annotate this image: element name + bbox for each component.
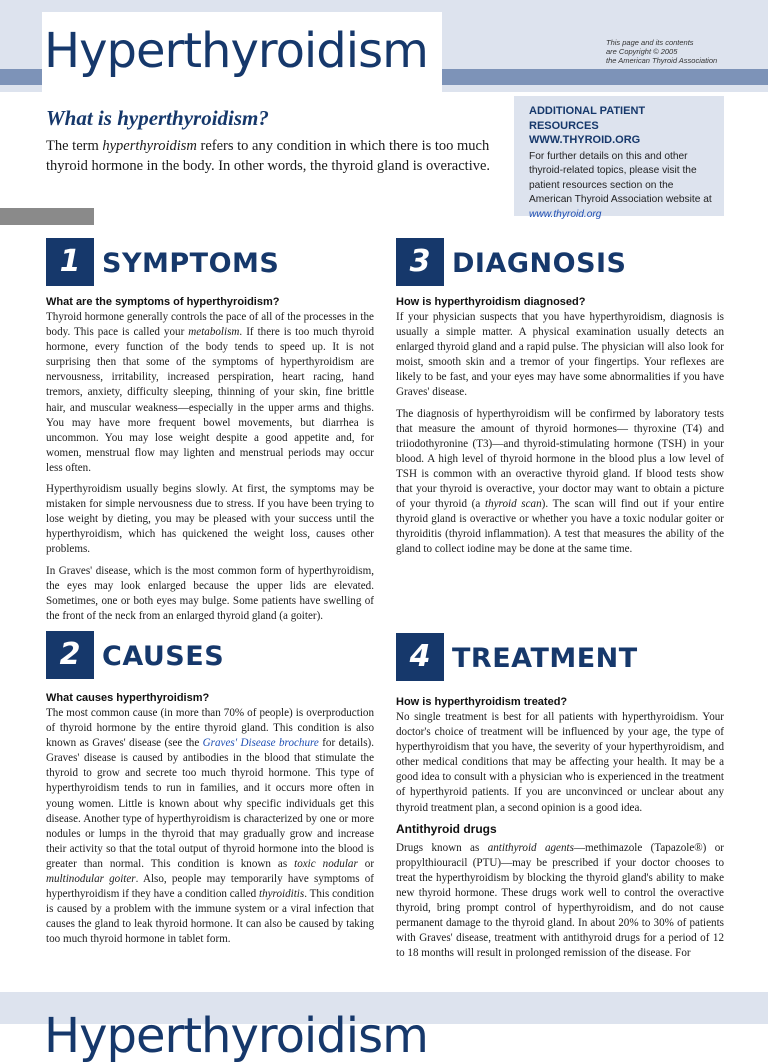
section-number-3: 3 [396, 238, 444, 286]
diagnosis-paragraph: If your physician suspects that you have hyperthyroidism, diagnosis is usually a simple matter. A physical examination usually detects an enlarged thyroid gland and a rapid pulse. The physician will also look for moist, smooth skin and a tremor of your fingertips. Your reflexes are likely to be fast, and your eyes may have some abnormalities if you have Graves' disease. [396, 311, 724, 399]
intro-text-part: refers to any condition in which there is too much thyroid hormone in the body. In other words, the thyroid gland is overactive. [46, 138, 491, 174]
treatment-question: How is hyperthyroidism treated? [396, 696, 568, 708]
text-part: . Also, people may temporarily have symptoms of hyperthyroidism if they have a condition called [46, 873, 374, 901]
treatment-column [396, 695, 724, 967]
emphasis: toxic nodular [294, 857, 358, 870]
treatment-title: TREATMENT [452, 643, 638, 674]
resources-site: WWW.THYROID.ORG [529, 134, 641, 146]
copyright-line: are Copyright © 2005 [606, 47, 678, 56]
causes-question: What causes hyperthyroidism? [46, 692, 210, 704]
resources-text [529, 150, 712, 223]
emphasis: multinodular goiter [46, 873, 136, 886]
symptoms-question: What are the symptoms of hyperthyroidism? [46, 296, 280, 308]
emphasis: antithyroid agents [487, 841, 574, 854]
resources-title: ADDITIONAL PATIENT RESOURCES [529, 105, 646, 132]
graves-disease-link[interactable]: Graves' Disease brochure [202, 737, 319, 750]
copyright-line: the American Thyroid Association [606, 56, 718, 65]
symptoms-paragraph [46, 310, 374, 476]
treatment-paragraph: No single treatment is best for all patients with hyperthyroidism. Your doctor's choice of treatment will be influenced by your age, the type of hyperthyroidism that you have, the severity of your hyperthyroidism, and other medical conditions that may be affecting your health. It may be a good idea to consult with a physician who is experienced in the treatment of hyperthyroid patients. If you are unconvinced or unclear about any thyroid treatment plan, a second opinion is a good idea. [396, 711, 724, 814]
causes-heading [46, 631, 366, 681]
diagnosis-question: How is hyperthyroidism diagnosed? [396, 296, 586, 308]
page-title: Hyperthyroidism [44, 23, 428, 79]
diagnosis-column [396, 295, 724, 564]
text-part: for details). Graves' disease is caused by antibodies in the blood that stimulate the thyroid to grow and secrete too much thyroid hormone. This type of hyperthyroidism tends to run in families, and it occurs more often in young women. Little is known about why specific individuals get this disease. Another type of hyperthyroidism is characterized by one or more nodules or lumps in the thyroid that may gradually grow and increase their activity so that the total output of thyroid hormone into the blood is greater than normal. This condition is known as [46, 737, 374, 870]
text-part: . This condition is caused by a problem with the immune system or a viral infection that causes the gland to leak thyroid hormone. It can also be caused by taking too much thyroid hormone in tablet form. [46, 888, 374, 946]
resources-box [514, 96, 724, 220]
text-part: The most common cause (in more than 70% of people) is overproduction of thyroid hormone by the entire thyroid gland. This condition is also known as Graves' disease (see the [46, 707, 374, 750]
causes-column [46, 691, 374, 954]
copyright-line: This page and its contents [606, 38, 694, 47]
next-page-band [0, 992, 768, 1064]
causes-title: CAUSES [102, 641, 225, 672]
symptoms-title: SYMPTOMS [102, 248, 280, 279]
text-part: . If there is too much thyroid hormone, every function of the body tends to speed up. It is not surprising then that some of the symptoms of hyperthyroidism are nervousness, irritability, increased perspiration, heart racing, hand tremors, anxiety, difficulty sleeping, thinning of your skin, fine brittle hair, and muscular weakness—especially in the upper arms and thighs. You may have more frequent bowel movements, but diarrhea is uncommon. You may lose weight despite a good appetite and, for women, menstrual flow may lighten and menstrual periods may occur less often. [46, 326, 374, 474]
diagnosis-paragraph [396, 407, 724, 558]
intro-question: What is hyperthyroidism? [46, 106, 269, 130]
copyright-notice [606, 38, 756, 65]
symptoms-heading [46, 238, 366, 288]
symptoms-paragraph: Hyperthyroidism usually begins slowly. At first, the symptoms may be mistaken for simple nervousness due to stress. If you have been trying to lose weight by dieting, you may be pleased with your success until the hyperthyroidism, which has quickened the weight loss, causes other problems. [46, 483, 374, 556]
antithyroid-drugs-subhead: Antithyroid drugs [396, 821, 497, 836]
intro-term: hyperthyroidism [102, 138, 197, 154]
treatment-heading [396, 633, 726, 683]
text-part: Thyroid hormone generally controls the pace of all of the processes in the body. This pace is called your [46, 311, 374, 339]
thyroid-org-link[interactable]: www.thyroid.org [529, 208, 602, 220]
symptoms-column [46, 295, 374, 630]
diagnosis-heading [396, 238, 726, 288]
intro-text-part: The term [46, 138, 103, 154]
emphasis: thyroid scan [484, 498, 542, 511]
resources-description: For further details on this and other thyroid-related topics, please visit the patient resources section on the American Thyroid Association website at [529, 150, 712, 205]
divider-bar [0, 208, 94, 225]
text-part: ). The scan will find out if your entire thyroid gland is overactive or whether you have a toxic nodular goiter or thyroiditis (thyroid inflammation). A test that measures the ability of the gland to collect iodine may be done at the same time. [396, 498, 724, 556]
text-part: or [357, 857, 375, 870]
causes-paragraph [46, 706, 374, 948]
intro-paragraph [46, 137, 508, 176]
text-part: The diagnosis of hyperthyroidism will be confirmed by laboratory tests that measure the amount of thyroid hormones— thyroxine (T4) and triiodothyronine (T3)—and thyroid-stimulating hormone (TSH) in your blood. A high level of thyroid hormone in the blood plus a low level of TSH is common with an overactive thyroid gland. If blood tests show that your thyroid is overactive, your doctor may want to obtain a picture of your thyroid (a [396, 407, 724, 511]
section-number-2: 2 [46, 631, 94, 679]
emphasis: metabolism [188, 326, 240, 339]
symptoms-paragraph: In Graves' disease, which is the most common form of hyperthyroidism, the eyes may look enlarged because the upper lids are elevated. Sometimes, one or both eyes may bulge. Some patients have swelling of the front of the neck from an enlarged thyroid gland (a goiter). [46, 564, 374, 622]
text-part: Drugs known as [396, 841, 488, 854]
next-page-title: Hyperthyroidism [44, 1008, 428, 1064]
section-number-1: 1 [46, 238, 94, 286]
text-part: —methimazole (Tapazole®) or propylthiouracil (PTU)—may be prescribed if your doctor chooses to treat the hyperthyroidism by blocking the thyroid gland's ability to make new thyroid hormone. These drugs work well to control the overactive thyroid, bring prompt control of hyperthyroidism, and do not cause permanent damage to the thyroid gland. In about 20% to 30% of patients with Graves' disease, treatment with antithyroid drugs for a period of 12 to 18 months will result in prolonged remission of the disease. For [396, 841, 724, 960]
diagnosis-title: DIAGNOSIS [452, 248, 627, 279]
section-number-4: 4 [396, 633, 444, 681]
emphasis: thyroiditis [259, 888, 305, 901]
treatment-paragraph [396, 841, 724, 962]
